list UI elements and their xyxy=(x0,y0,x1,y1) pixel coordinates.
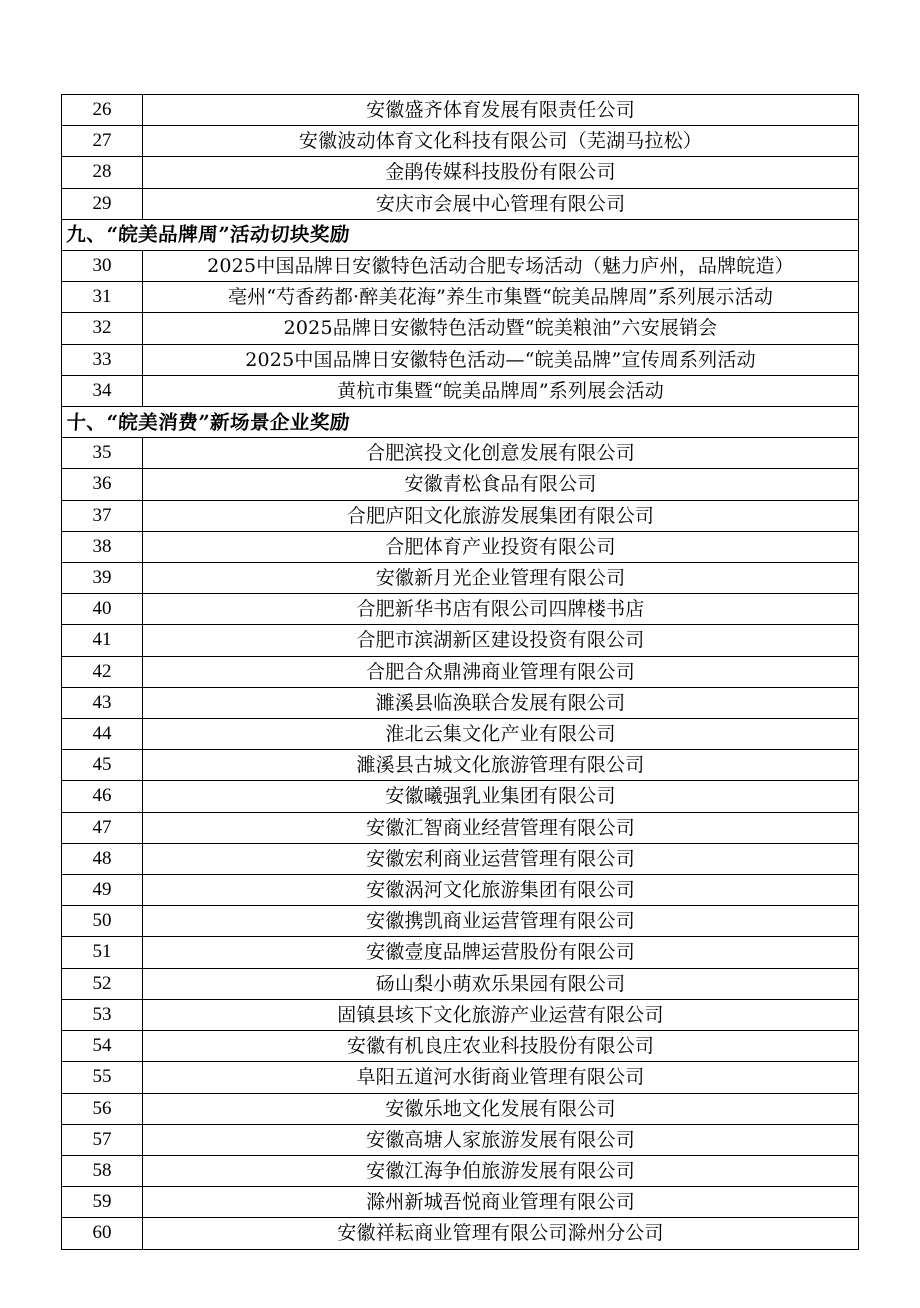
row-name-cell: 安徽曦强乳业集团有限公司 xyxy=(143,781,859,812)
row-index-cell: 33 xyxy=(62,344,143,375)
row-index-cell: 45 xyxy=(62,750,143,781)
table-row xyxy=(62,251,859,282)
table-row xyxy=(62,687,859,718)
table-row xyxy=(62,344,859,375)
row-name-cell: 金鹃传媒科技股份有限公司 xyxy=(143,157,859,188)
table-row xyxy=(62,781,859,812)
table-row xyxy=(62,656,859,687)
row-index-cell: 47 xyxy=(62,812,143,843)
table-row xyxy=(62,1218,859,1249)
row-index-cell: 54 xyxy=(62,1031,143,1062)
row-name-cell: 2025中国品牌日安徽特色活动合肥专场活动（魅力庐州，品牌皖造） xyxy=(143,251,859,282)
table-row xyxy=(62,282,859,313)
row-name-cell: 安徽宏利商业运营管理有限公司 xyxy=(143,843,859,874)
row-index-cell: 31 xyxy=(62,282,143,313)
table-row xyxy=(62,875,859,906)
table-row xyxy=(62,563,859,594)
row-index-cell: 50 xyxy=(62,906,143,937)
row-index-cell: 46 xyxy=(62,781,143,812)
row-name-cell: 濉溪县古城文化旅游管理有限公司 xyxy=(143,750,859,781)
row-index-cell: 32 xyxy=(62,313,143,344)
section-header-row xyxy=(62,407,859,438)
table-row xyxy=(62,999,859,1030)
section-header-row xyxy=(62,219,859,250)
row-index-cell: 37 xyxy=(62,500,143,531)
row-index-cell: 52 xyxy=(62,968,143,999)
row-index-cell: 60 xyxy=(62,1218,143,1249)
row-name-cell: 安徽高塘人家旅游发展有限公司 xyxy=(143,1124,859,1155)
table-row xyxy=(62,1062,859,1093)
row-name-cell: 滁州新城吾悦商业管理有限公司 xyxy=(143,1187,859,1218)
table-row xyxy=(62,313,859,344)
row-index-cell: 57 xyxy=(62,1124,143,1155)
table-row xyxy=(62,1093,859,1124)
row-name-cell: 合肥滨投文化创意发展有限公司 xyxy=(143,438,859,469)
row-name-cell: 亳州“芍香药都·醉美花海”养生市集暨“皖美品牌周”系列展示活动 xyxy=(143,282,859,313)
row-name-cell: 固镇县垓下文化旅游产业运营有限公司 xyxy=(143,999,859,1030)
table-row xyxy=(62,157,859,188)
row-index-cell: 53 xyxy=(62,999,143,1030)
table-row xyxy=(62,126,859,157)
section-header-label: 十、“皖美消费”新场景企业奖励 xyxy=(65,410,351,434)
row-index-cell: 34 xyxy=(62,375,143,406)
row-index-cell: 26 xyxy=(62,95,143,126)
row-name-cell: 安徽波动体育文化科技有限公司（芜湖马拉松） xyxy=(143,126,859,157)
section-header-label: 九、“皖美品牌周”活动切块奖励 xyxy=(65,222,351,246)
row-name-cell: 淮北云集文化产业有限公司 xyxy=(143,719,859,750)
row-name-cell: 合肥体育产业投资有限公司 xyxy=(143,531,859,562)
row-name-cell: 合肥合众鼎沸商业管理有限公司 xyxy=(143,656,859,687)
table-row xyxy=(62,469,859,500)
row-name-cell: 安徽汇智商业经营管理有限公司 xyxy=(143,812,859,843)
row-name-cell: 2025中国品牌日安徽特色活动—“皖美品牌”宣传周系列活动 xyxy=(143,344,859,375)
row-index-cell: 29 xyxy=(62,188,143,219)
row-index-cell: 41 xyxy=(62,625,143,656)
row-name-cell: 安徽新月光企业管理有限公司 xyxy=(143,563,859,594)
row-index-cell: 59 xyxy=(62,1187,143,1218)
table-row xyxy=(62,843,859,874)
table-row xyxy=(62,1187,859,1218)
row-name-cell: 安徽江海争伯旅游发展有限公司 xyxy=(143,1155,859,1186)
row-index-cell: 39 xyxy=(62,563,143,594)
row-index-cell: 58 xyxy=(62,1155,143,1186)
row-name-cell: 安徽携凯商业运营管理有限公司 xyxy=(143,906,859,937)
row-index-cell: 27 xyxy=(62,126,143,157)
row-index-cell: 56 xyxy=(62,1093,143,1124)
table-row xyxy=(62,750,859,781)
row-index-cell: 36 xyxy=(62,469,143,500)
row-index-cell: 51 xyxy=(62,937,143,968)
table-row xyxy=(62,531,859,562)
award-list-table xyxy=(61,94,859,1250)
table-row xyxy=(62,937,859,968)
row-name-cell: 合肥市滨湖新区建设投资有限公司 xyxy=(143,625,859,656)
row-name-cell: 安徽壹度品牌运营股份有限公司 xyxy=(143,937,859,968)
row-index-cell: 42 xyxy=(62,656,143,687)
row-name-cell: 2025品牌日安徽特色活动暨“皖美粮油”六安展销会 xyxy=(143,313,859,344)
row-index-cell: 30 xyxy=(62,251,143,282)
row-name-cell: 濉溪县临涣联合发展有限公司 xyxy=(143,687,859,718)
row-index-cell: 48 xyxy=(62,843,143,874)
table-row xyxy=(62,1155,859,1186)
row-name-cell: 安徽祥耘商业管理有限公司滁州分公司 xyxy=(143,1218,859,1249)
row-name-cell: 安徽盛齐体育发展有限责任公司 xyxy=(143,95,859,126)
row-name-cell: 安徽涡河文化旅游集团有限公司 xyxy=(143,875,859,906)
table-row xyxy=(62,812,859,843)
row-index-cell: 28 xyxy=(62,157,143,188)
table-row xyxy=(62,719,859,750)
row-name-cell: 安徽青松食品有限公司 xyxy=(143,469,859,500)
table-row xyxy=(62,625,859,656)
section-header-cell xyxy=(61,219,860,250)
table-row xyxy=(62,1124,859,1155)
row-name-cell: 合肥新华书店有限公司四牌楼书店 xyxy=(143,594,859,625)
table-row xyxy=(62,1031,859,1062)
section-header-cell xyxy=(61,407,860,438)
table-row xyxy=(62,906,859,937)
table-row xyxy=(62,968,859,999)
table-row xyxy=(62,188,859,219)
row-name-cell: 安徽乐地文化发展有限公司 xyxy=(143,1093,859,1124)
row-index-cell: 44 xyxy=(62,719,143,750)
table-row xyxy=(62,594,859,625)
table-row xyxy=(62,95,859,126)
table-row xyxy=(62,375,859,406)
row-name-cell: 黄杭市集暨“皖美品牌周”系列展会活动 xyxy=(143,375,859,406)
table-body xyxy=(62,95,859,1250)
table-row xyxy=(62,500,859,531)
row-index-cell: 40 xyxy=(62,594,143,625)
row-name-cell: 砀山梨小萌欢乐果园有限公司 xyxy=(143,968,859,999)
row-index-cell: 49 xyxy=(62,875,143,906)
row-name-cell: 安庆市会展中心管理有限公司 xyxy=(143,188,859,219)
row-index-cell: 55 xyxy=(62,1062,143,1093)
row-index-cell: 43 xyxy=(62,687,143,718)
row-index-cell: 35 xyxy=(62,438,143,469)
row-index-cell: 38 xyxy=(62,531,143,562)
row-name-cell: 阜阳五道河水街商业管理有限公司 xyxy=(143,1062,859,1093)
row-name-cell: 合肥庐阳文化旅游发展集团有限公司 xyxy=(143,500,859,531)
table-row xyxy=(62,438,859,469)
row-name-cell: 安徽有机良庄农业科技股份有限公司 xyxy=(143,1031,859,1062)
